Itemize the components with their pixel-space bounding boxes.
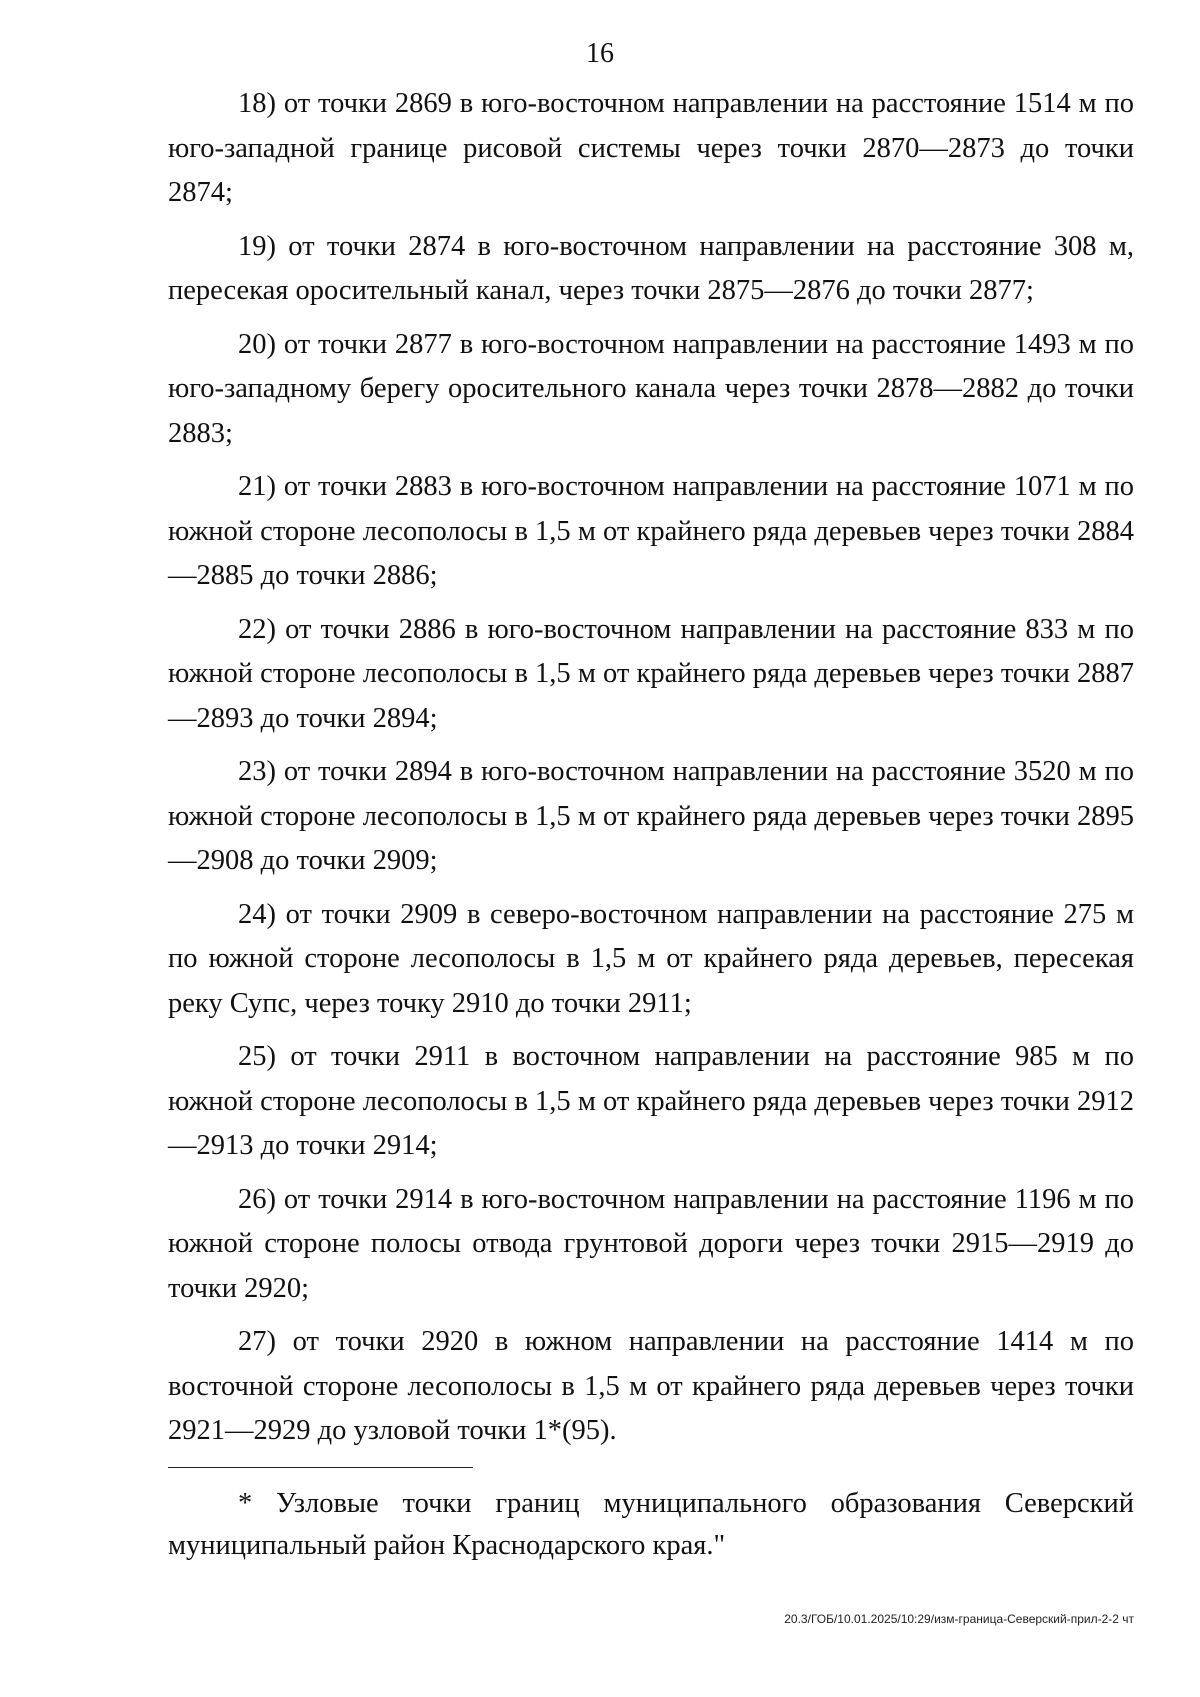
footnote-divider [168,1467,473,1468]
clause-22: 22) от точки 2886 в юго-восточном направлении на расстояние 833 м по южной стороне лесополосы в 1,5 м от крайнего ряда деревьев через точки 2887—2893 до точки 2894; [168,613,1134,734]
clause-21: 21) от точки 2883 в юго-восточном направлении на расстояние 1071 м по южной стороне лесополосы в 1,5 м от крайнего ряда деревьев через точки 2884—2885 до точки 2886; [168,471,1134,591]
clause-25: 25) от точки 2911 в восточном направлении на расстояние 985 м по южной стороне лесополосы в 1,5 м от крайнего ряда деревьев через точки 2912—2913 до точки 2914; [168,1041,1134,1161]
page-number: 16 [586,38,614,69]
clause-27: 27) от точки 2920 в южном направлении на расстояние 1414 м по восточной стороне лесополосы в 1,5 м от крайнего ряда деревьев через точки 2921—2929 до узловой точки 1*(95). [168,1326,1134,1446]
document-code: 20.3/ГОБ/10.01.2025/10:29/изм-граница-Северский-прил-2-2 чт [784,1612,1134,1626]
boundary-description [168,82,1134,1463]
clause-19: 19) от точки 2874 в юго-восточном направлении на расстояние 308 м, пересекая оросительный канал, через точки 2875—2876 до точки 2877; [168,230,1134,306]
clause-26: 26) от точки 2914 в юго-восточном направлении на расстояние 1196 м по южной стороне полосы отвода грунтовой дороги через точки 2915—2919 до точки 2920; [168,1183,1134,1304]
clause-24: 24) от точки 2909 в северо-восточном направлении на расстояние 275 м по южной стороне лесополосы в 1,5 м от крайнего ряда деревьев, пересекая реку Супс, через точку 2910 до точки 2911; [168,898,1134,1019]
clause-18: 18) от точки 2869 в юго-восточном направлении на расстояние 1514 м по юго-западной границе рисовой системы через точки 2870—2873 до точки 2874; [168,88,1134,208]
footnote: * Узловые точки границ муниципального образования Северский муниципальный район Краснодарского края." [168,1488,1134,1561]
clause-23: 23) от точки 2894 в юго-восточном направлении на расстояние 3520 м по южной стороне лесополосы в 1,5 м от крайнего ряда деревьев через точки 2895—2908 до точки 2909; [168,756,1134,876]
clause-20: 20) от точки 2877 в юго-восточном направлении на расстояние 1493 м по юго-западному берегу оросительного канала через точки 2878—2882 до точки 2883; [168,328,1134,449]
